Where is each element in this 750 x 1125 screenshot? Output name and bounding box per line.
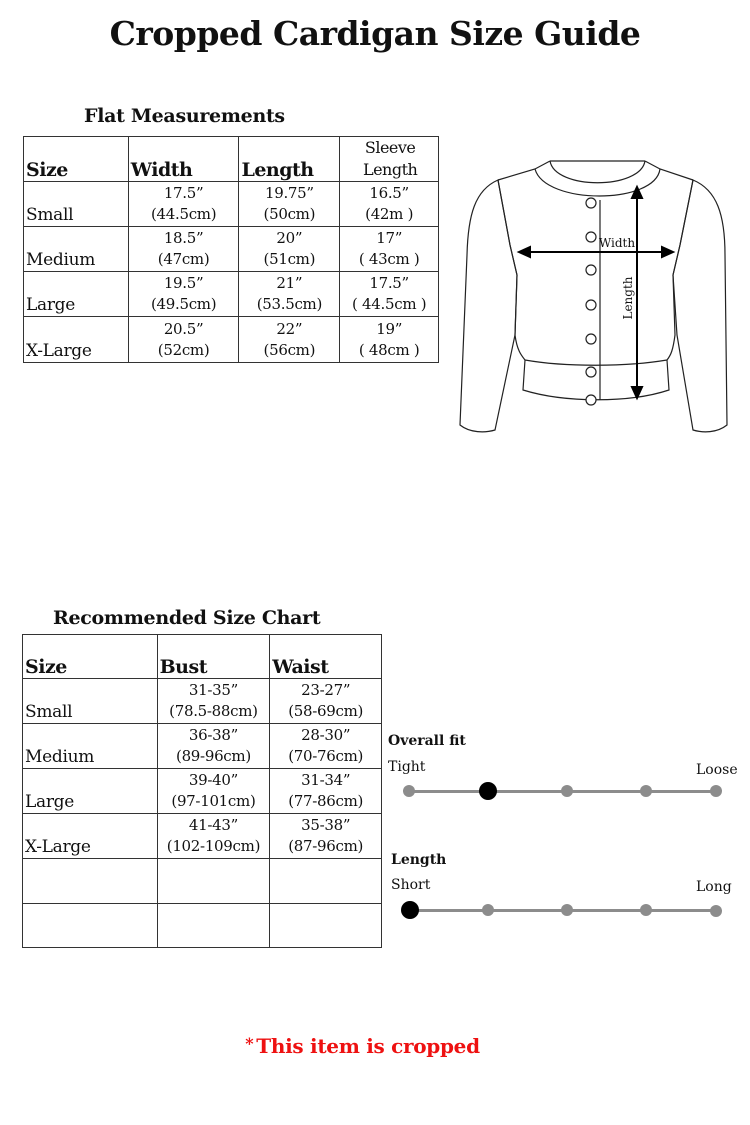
cropped-note-text: This item is cropped — [256, 1034, 480, 1058]
fit-step-1 — [403, 785, 415, 797]
waist-cell: 23-27” (58-69cm) — [270, 679, 382, 724]
width-cell: 20.5” (52cm) — [128, 317, 239, 363]
size-cell: Medium — [24, 227, 129, 272]
cardigan-diagram — [455, 155, 735, 440]
length-step-3 — [561, 904, 573, 916]
size-cell: Small — [24, 182, 129, 227]
header-bust: Bust — [157, 635, 270, 679]
length-step-2 — [482, 904, 494, 916]
width-cell: 18.5” (47cm) — [128, 227, 239, 272]
length-cell: 19.75” (50cm) — [239, 182, 340, 227]
waist-cell: 31-34” (77-86cm) — [270, 769, 382, 814]
header-width: Width — [128, 137, 239, 182]
flat-measurements-title: Flat Measurements — [84, 105, 285, 127]
sleeve-cell: 16.5” (42m ) — [340, 182, 439, 227]
empty-cell — [157, 859, 270, 904]
fit-step-2-selected — [479, 782, 497, 800]
size-cell: Medium — [23, 724, 158, 769]
empty-cell — [157, 904, 270, 948]
width-cell: 17.5” (44.5cm) — [128, 182, 239, 227]
header-waist: Waist — [270, 635, 382, 679]
bust-cell: 36-38” (89-96cm) — [157, 724, 270, 769]
length-cell: 20” (51cm) — [239, 227, 340, 272]
table-header-row — [23, 635, 382, 679]
size-cell: Small — [23, 679, 158, 724]
cropped-note — [0, 1034, 725, 1058]
asterisk-icon: * — [245, 1034, 254, 1053]
size-cell: X-Large — [24, 317, 129, 363]
sleeve-cell: 19” ( 48cm ) — [340, 317, 439, 363]
header-sleeve-line1: Sleeve — [364, 138, 416, 157]
waist-cell: 28-30” (70-76cm) — [270, 724, 382, 769]
length-step-1-selected — [401, 901, 419, 919]
header-size: Size — [24, 137, 129, 182]
table-row — [23, 769, 382, 814]
length-cell: 21” (53.5cm) — [239, 272, 340, 317]
empty-cell — [270, 904, 382, 948]
bust-cell: 39-40” (97-101cm) — [157, 769, 270, 814]
header-size: Size — [23, 635, 158, 679]
width-label: Width — [598, 236, 636, 250]
fit-step-5 — [710, 785, 722, 797]
sleeve-cell: 17” ( 43cm ) — [340, 227, 439, 272]
sleeve-cell: 17.5” ( 44.5cm ) — [340, 272, 439, 317]
length-label: Length — [621, 276, 635, 320]
fit-left-label: Tight — [388, 759, 426, 775]
table-header-row — [24, 137, 439, 182]
bust-cell: 41-43” (102-109cm) — [157, 814, 270, 859]
recommended-size-table — [22, 634, 382, 948]
table-row — [23, 814, 382, 859]
length-step-4 — [640, 904, 652, 916]
length-left-label: Short — [391, 877, 431, 893]
empty-cell — [23, 904, 158, 948]
flat-measurements-table — [23, 136, 439, 363]
table-row — [24, 182, 439, 227]
length-right-label: Long — [696, 879, 732, 895]
overall-fit-title: Overall fit — [388, 733, 466, 749]
bust-cell: 31-35” (78.5-88cm) — [157, 679, 270, 724]
table-row — [23, 724, 382, 769]
header-sleeve-line2: Length — [362, 160, 418, 179]
recommended-size-title: Recommended Size Chart — [53, 607, 321, 629]
empty-cell — [23, 859, 158, 904]
size-cell: Large — [24, 272, 129, 317]
fit-step-3 — [561, 785, 573, 797]
width-arrow-icon — [519, 247, 673, 257]
table-row-empty — [23, 859, 382, 904]
width-cell: 19.5” (49.5cm) — [128, 272, 239, 317]
table-row-empty — [23, 904, 382, 948]
table-row — [24, 272, 439, 317]
header-length: Length — [239, 137, 340, 182]
table-row — [24, 317, 439, 363]
length-cell: 22” (56cm) — [239, 317, 340, 363]
table-row — [23, 679, 382, 724]
length-step-5 — [710, 905, 722, 917]
size-cell: Large — [23, 769, 158, 814]
size-cell: X-Large — [23, 814, 158, 859]
waist-cell: 35-38” (87-96cm) — [270, 814, 382, 859]
table-row — [24, 227, 439, 272]
button-icons — [586, 198, 596, 405]
fit-right-label: Loose — [696, 762, 738, 778]
header-sleeve-length — [340, 137, 439, 182]
fit-step-4 — [640, 785, 652, 797]
length-scale-title: Length — [391, 852, 447, 868]
page-title: Cropped Cardigan Size Guide — [109, 14, 641, 53]
empty-cell — [270, 859, 382, 904]
